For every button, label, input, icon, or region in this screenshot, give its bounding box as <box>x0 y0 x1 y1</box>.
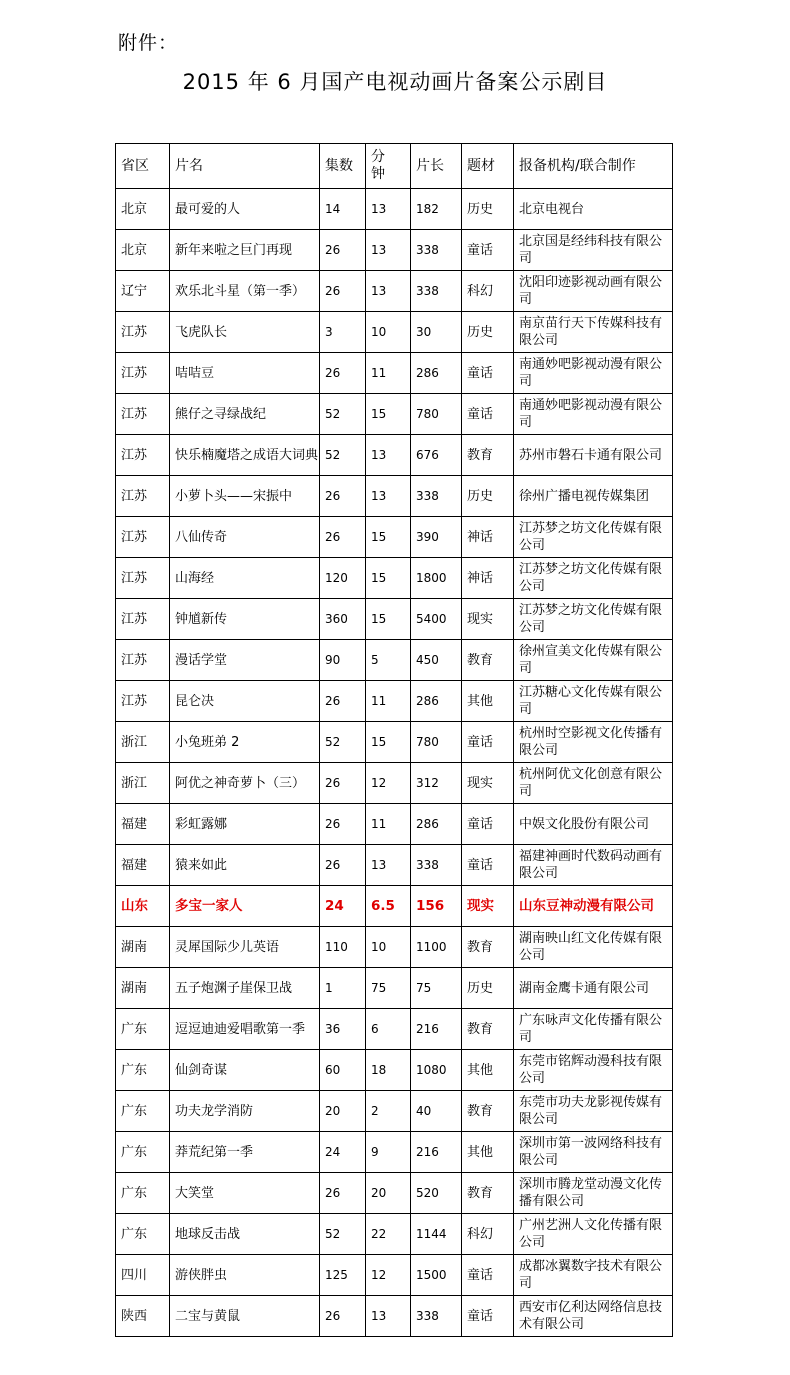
cell-genre: 现实 <box>462 599 514 640</box>
cell-org: 杭州阿优文化创意有限公司 <box>514 763 673 804</box>
cell-minutes: 12 <box>366 1255 411 1296</box>
table-row <box>116 1132 673 1173</box>
table-row <box>116 804 673 845</box>
cell-org: 江苏梦之坊文化传媒有限公司 <box>514 558 673 599</box>
page-title: 2015 年 6 月国产电视动画片备案公示剧目 <box>182 70 608 94</box>
cell-name: 昆仑决 <box>170 681 320 722</box>
cell-province: 北京 <box>116 230 170 271</box>
cell-org: 北京电视台 <box>514 189 673 230</box>
cell-org: 江苏梦之坊文化传媒有限公司 <box>514 517 673 558</box>
cell-province: 湖南 <box>116 927 170 968</box>
cell-province: 江苏 <box>116 640 170 681</box>
cell-genre: 其他 <box>462 1132 514 1173</box>
table-row <box>116 1296 673 1337</box>
col-header-name: 片名 <box>170 144 320 189</box>
cell-org: 成都冰翼数字技术有限公司 <box>514 1255 673 1296</box>
cell-episodes: 26 <box>320 1296 366 1337</box>
cell-org: 江苏梦之坊文化传媒有限公司 <box>514 599 673 640</box>
cell-org: 北京国是经纬科技有限公司 <box>514 230 673 271</box>
cell-episodes: 90 <box>320 640 366 681</box>
cell-genre: 神话 <box>462 558 514 599</box>
cell-minutes: 6.5 <box>366 886 411 927</box>
cell-org: 东莞市功夫龙影视传媒有限公司 <box>514 1091 673 1132</box>
cell-name: 仙剑奇谋 <box>170 1050 320 1091</box>
cell-minutes: 18 <box>366 1050 411 1091</box>
table-row <box>116 435 673 476</box>
cell-minutes: 11 <box>366 681 411 722</box>
cell-minutes: 22 <box>366 1214 411 1255</box>
cell-org: 湖南金鹰卡通有限公司 <box>514 968 673 1009</box>
cell-minutes: 2 <box>366 1091 411 1132</box>
cell-name: 漫话学堂 <box>170 640 320 681</box>
table-body <box>116 189 673 1337</box>
table-row <box>116 517 673 558</box>
cell-genre: 童话 <box>462 804 514 845</box>
cell-org: 广州艺洲人文化传播有限公司 <box>514 1214 673 1255</box>
cell-province: 江苏 <box>116 558 170 599</box>
cell-province: 浙江 <box>116 722 170 763</box>
cell-episodes: 26 <box>320 1173 366 1214</box>
cell-minutes: 15 <box>366 558 411 599</box>
cell-genre: 教育 <box>462 1173 514 1214</box>
cell-minutes: 12 <box>366 763 411 804</box>
cell-length: 1144 <box>411 1214 462 1255</box>
cell-minutes: 13 <box>366 476 411 517</box>
col-header-episodes: 集数 <box>320 144 366 189</box>
cell-name: 熊仔之寻绿战纪 <box>170 394 320 435</box>
cell-org: 中娱文化股份有限公司 <box>514 804 673 845</box>
table-row <box>116 1009 673 1050</box>
cell-name: 欢乐北斗星（第一季） <box>170 271 320 312</box>
cell-minutes: 13 <box>366 230 411 271</box>
cell-episodes: 24 <box>320 1132 366 1173</box>
cell-name: 小萝卜头——宋振中 <box>170 476 320 517</box>
cell-genre: 神话 <box>462 517 514 558</box>
table-row <box>116 1214 673 1255</box>
table-row <box>116 722 673 763</box>
cell-episodes: 52 <box>320 722 366 763</box>
cell-name: 多宝一家人 <box>170 886 320 927</box>
cell-length: 286 <box>411 353 462 394</box>
cell-length: 1500 <box>411 1255 462 1296</box>
cell-length: 5400 <box>411 599 462 640</box>
cell-minutes: 13 <box>366 271 411 312</box>
cell-length: 338 <box>411 230 462 271</box>
cell-genre: 其他 <box>462 681 514 722</box>
cell-episodes: 26 <box>320 845 366 886</box>
cell-episodes: 110 <box>320 927 366 968</box>
table-row <box>116 189 673 230</box>
cell-minutes: 10 <box>366 927 411 968</box>
cell-episodes: 26 <box>320 517 366 558</box>
cell-province: 福建 <box>116 845 170 886</box>
cell-genre: 历史 <box>462 968 514 1009</box>
cell-genre: 童话 <box>462 394 514 435</box>
cell-length: 156 <box>411 886 462 927</box>
cell-province: 四川 <box>116 1255 170 1296</box>
cell-org: 东莞市铭辉动漫科技有限公司 <box>514 1050 673 1091</box>
cell-province: 山东 <box>116 886 170 927</box>
cell-episodes: 14 <box>320 189 366 230</box>
cell-episodes: 52 <box>320 394 366 435</box>
table-row <box>116 845 673 886</box>
cell-org: 徐州宣美文化传媒有限公司 <box>514 640 673 681</box>
cell-minutes: 5 <box>366 640 411 681</box>
cell-province: 广东 <box>116 1132 170 1173</box>
cell-org: 广东咏声文化传播有限公司 <box>514 1009 673 1050</box>
cell-genre: 现实 <box>462 763 514 804</box>
cell-length: 75 <box>411 968 462 1009</box>
table-row <box>116 968 673 1009</box>
cell-province: 江苏 <box>116 353 170 394</box>
cell-province: 浙江 <box>116 763 170 804</box>
cell-length: 780 <box>411 722 462 763</box>
table-row <box>116 1173 673 1214</box>
cell-episodes: 60 <box>320 1050 366 1091</box>
cell-length: 338 <box>411 1296 462 1337</box>
cell-minutes: 9 <box>366 1132 411 1173</box>
cell-name: 功夫龙学消防 <box>170 1091 320 1132</box>
cell-genre: 教育 <box>462 927 514 968</box>
cell-length: 30 <box>411 312 462 353</box>
cell-minutes: 6 <box>366 1009 411 1050</box>
table-row <box>116 1050 673 1091</box>
cell-org: 南通妙吧影视动漫有限公司 <box>514 353 673 394</box>
cell-province: 江苏 <box>116 599 170 640</box>
cell-province: 江苏 <box>116 312 170 353</box>
cell-province: 江苏 <box>116 476 170 517</box>
col-header-province: 省区 <box>116 144 170 189</box>
cell-name: 逗逗迪迪爱唱歌第一季 <box>170 1009 320 1050</box>
cell-minutes: 13 <box>366 435 411 476</box>
cell-minutes: 20 <box>366 1173 411 1214</box>
cell-genre: 科幻 <box>462 271 514 312</box>
cell-genre: 童话 <box>462 722 514 763</box>
cell-genre: 童话 <box>462 845 514 886</box>
table-row <box>116 394 673 435</box>
cell-province: 江苏 <box>116 394 170 435</box>
cell-name: 彩虹露娜 <box>170 804 320 845</box>
cell-length: 338 <box>411 476 462 517</box>
col-header-minutes: 分钟 <box>366 144 411 189</box>
cell-minutes: 10 <box>366 312 411 353</box>
cell-name: 飞虎队长 <box>170 312 320 353</box>
cell-province: 广东 <box>116 1050 170 1091</box>
cell-episodes: 26 <box>320 763 366 804</box>
cell-org: 江苏糖心文化传媒有限公司 <box>514 681 673 722</box>
table-row <box>116 1255 673 1296</box>
table-row <box>116 681 673 722</box>
cell-genre: 其他 <box>462 1050 514 1091</box>
cell-episodes: 1 <box>320 968 366 1009</box>
cell-episodes: 3 <box>320 312 366 353</box>
cell-length: 338 <box>411 271 462 312</box>
col-header-genre: 题材 <box>462 144 514 189</box>
table-row <box>116 599 673 640</box>
cell-name: 新年来啦之巨门再现 <box>170 230 320 271</box>
cell-province: 江苏 <box>116 517 170 558</box>
cell-name: 大笑堂 <box>170 1173 320 1214</box>
cell-episodes: 26 <box>320 271 366 312</box>
cell-length: 182 <box>411 189 462 230</box>
cell-province: 广东 <box>116 1173 170 1214</box>
cell-minutes: 15 <box>366 517 411 558</box>
cell-episodes: 26 <box>320 804 366 845</box>
cell-name: 莽荒纪第一季 <box>170 1132 320 1173</box>
cell-genre: 历史 <box>462 476 514 517</box>
cell-name: 钟馗新传 <box>170 599 320 640</box>
cell-org: 沈阳印迹影视动画有限公司 <box>514 271 673 312</box>
cell-genre: 现实 <box>462 886 514 927</box>
table-row <box>116 312 673 353</box>
cell-genre: 教育 <box>462 1091 514 1132</box>
cell-episodes: 52 <box>320 435 366 476</box>
cell-episodes: 24 <box>320 886 366 927</box>
attachment-label: 附件： <box>118 32 179 54</box>
table-row <box>116 640 673 681</box>
cell-minutes: 13 <box>366 189 411 230</box>
cell-length: 390 <box>411 517 462 558</box>
cell-length: 40 <box>411 1091 462 1132</box>
cell-genre: 童话 <box>462 1255 514 1296</box>
cell-episodes: 20 <box>320 1091 366 1132</box>
cell-org: 深圳市腾龙堂动漫文化传播有限公司 <box>514 1173 673 1214</box>
cell-name: 阿优之神奇萝卜（三） <box>170 763 320 804</box>
cell-org: 深圳市第一波网络科技有限公司 <box>514 1132 673 1173</box>
cell-length: 780 <box>411 394 462 435</box>
cell-length: 1100 <box>411 927 462 968</box>
cell-province: 北京 <box>116 189 170 230</box>
cell-genre: 历史 <box>462 312 514 353</box>
table-row <box>116 353 673 394</box>
cell-name: 最可爱的人 <box>170 189 320 230</box>
table-row <box>116 1091 673 1132</box>
cell-province: 江苏 <box>116 681 170 722</box>
table-header-row <box>116 144 673 189</box>
cell-genre: 教育 <box>462 640 514 681</box>
cell-length: 216 <box>411 1009 462 1050</box>
cell-length: 338 <box>411 845 462 886</box>
cell-name: 小兔班弟 2 <box>170 722 320 763</box>
filing-table <box>115 143 673 1337</box>
cell-minutes: 13 <box>366 1296 411 1337</box>
cell-episodes: 26 <box>320 681 366 722</box>
cell-name: 二宝与黄鼠 <box>170 1296 320 1337</box>
cell-province: 湖南 <box>116 968 170 1009</box>
cell-minutes: 75 <box>366 968 411 1009</box>
cell-org: 西安市亿利达网络信息技术有限公司 <box>514 1296 673 1337</box>
cell-length: 450 <box>411 640 462 681</box>
cell-org: 苏州市磐石卡通有限公司 <box>514 435 673 476</box>
cell-genre: 童话 <box>462 353 514 394</box>
table-row <box>116 886 673 927</box>
cell-minutes: 15 <box>366 722 411 763</box>
cell-episodes: 26 <box>320 230 366 271</box>
cell-name: 咭咭豆 <box>170 353 320 394</box>
cell-province: 江苏 <box>116 435 170 476</box>
cell-genre: 童话 <box>462 230 514 271</box>
cell-minutes: 15 <box>366 394 411 435</box>
cell-episodes: 26 <box>320 476 366 517</box>
cell-length: 1800 <box>411 558 462 599</box>
cell-minutes: 13 <box>366 845 411 886</box>
cell-length: 1080 <box>411 1050 462 1091</box>
cell-org: 南京苗行天下传媒科技有限公司 <box>514 312 673 353</box>
cell-name: 八仙传奇 <box>170 517 320 558</box>
cell-length: 312 <box>411 763 462 804</box>
cell-genre: 教育 <box>462 435 514 476</box>
cell-genre: 童话 <box>462 1296 514 1337</box>
cell-episodes: 120 <box>320 558 366 599</box>
cell-genre: 历史 <box>462 189 514 230</box>
cell-length: 286 <box>411 681 462 722</box>
cell-minutes: 11 <box>366 353 411 394</box>
table-row <box>116 476 673 517</box>
cell-episodes: 125 <box>320 1255 366 1296</box>
table-row <box>116 271 673 312</box>
cell-name: 山海经 <box>170 558 320 599</box>
cell-length: 520 <box>411 1173 462 1214</box>
cell-genre: 教育 <box>462 1009 514 1050</box>
cell-name: 灵犀国际少儿英语 <box>170 927 320 968</box>
cell-org: 杭州时空影视文化传播有限公司 <box>514 722 673 763</box>
cell-org: 湖南映山红文化传媒有限公司 <box>514 927 673 968</box>
cell-name: 五子炮渊子崖保卫战 <box>170 968 320 1009</box>
col-header-org: 报备机构/联合制作 <box>514 144 673 189</box>
cell-province: 辽宁 <box>116 271 170 312</box>
cell-minutes: 15 <box>366 599 411 640</box>
col-header-length: 片长 <box>411 144 462 189</box>
cell-length: 676 <box>411 435 462 476</box>
table-row <box>116 763 673 804</box>
cell-length: 216 <box>411 1132 462 1173</box>
cell-org: 徐州广播电视传媒集团 <box>514 476 673 517</box>
cell-org: 福建神画时代数码动画有限公司 <box>514 845 673 886</box>
table-row <box>116 558 673 599</box>
cell-name: 猿来如此 <box>170 845 320 886</box>
cell-length: 286 <box>411 804 462 845</box>
cell-episodes: 360 <box>320 599 366 640</box>
cell-name: 游侠胖虫 <box>170 1255 320 1296</box>
cell-name: 快乐楠魔塔之成语大词典 <box>170 435 320 476</box>
cell-episodes: 26 <box>320 353 366 394</box>
cell-province: 陕西 <box>116 1296 170 1337</box>
cell-episodes: 52 <box>320 1214 366 1255</box>
cell-episodes: 36 <box>320 1009 366 1050</box>
cell-genre: 科幻 <box>462 1214 514 1255</box>
cell-province: 广东 <box>116 1009 170 1050</box>
cell-province: 福建 <box>116 804 170 845</box>
cell-province: 广东 <box>116 1214 170 1255</box>
cell-org: 山东豆神动漫有限公司 <box>514 886 673 927</box>
table-row <box>116 927 673 968</box>
cell-org: 南通妙吧影视动漫有限公司 <box>514 394 673 435</box>
cell-name: 地球反击战 <box>170 1214 320 1255</box>
cell-minutes: 11 <box>366 804 411 845</box>
table-row <box>116 230 673 271</box>
cell-province: 广东 <box>116 1091 170 1132</box>
